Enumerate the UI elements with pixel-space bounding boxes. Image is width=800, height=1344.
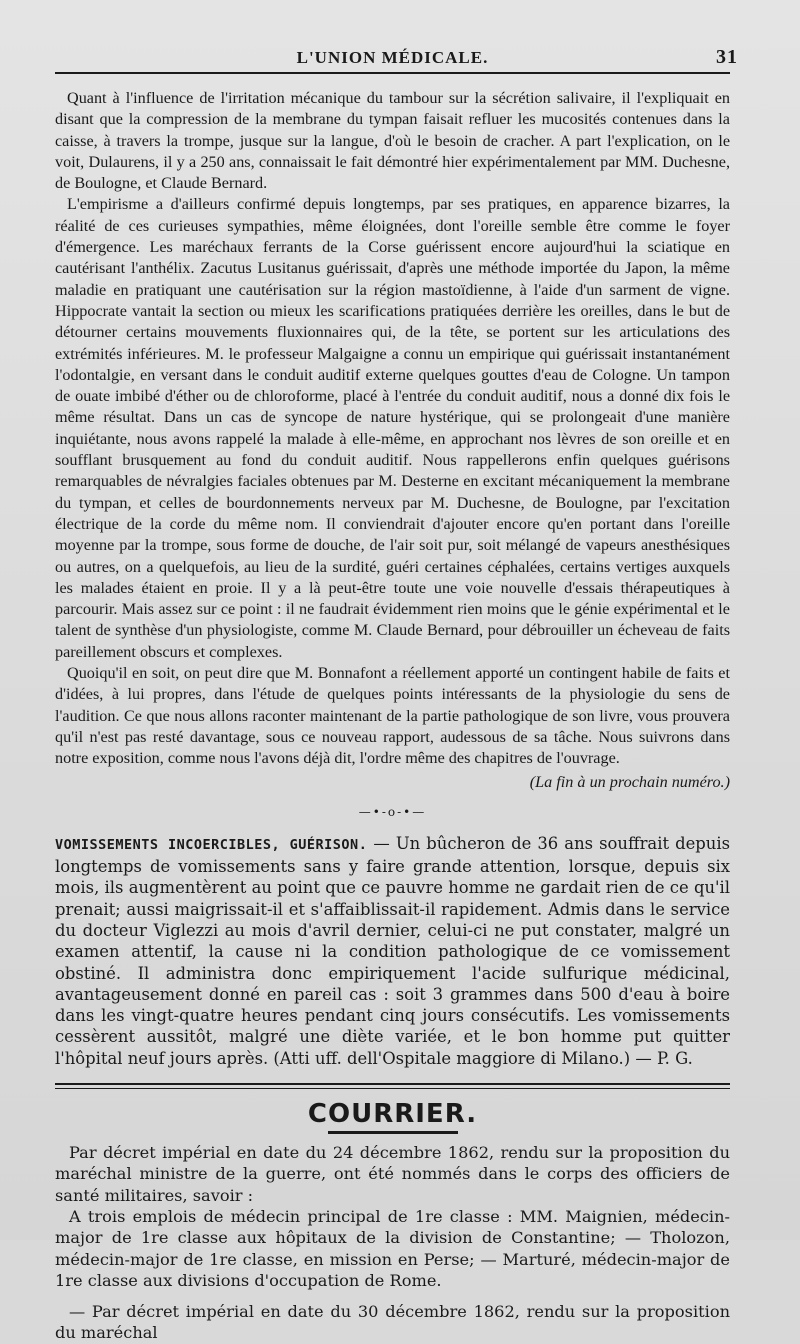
continuation-note: (La fin à un prochain numéro.): [529, 772, 730, 791]
article-paragraph: Quoiqu'il en soit, on peut dire que M. Bonnafont a réellement apporté un contingent habile de faits et d'idées, à lui propres, dans l'étude de quelques points intéressants de la physiologie du sens de l'audition. Ce que nous allons raconter maintenant de la partie pathologique de son livre, vous prouvera qu'il n'est pas resté davantage, sous ce nouveau rapport, audessous de sa tâche. Nous suivrons dans notre exposition, comme nous l'avons déjà dit, l'ordre même des chapitres de l'ouvrage.: [55, 664, 730, 768]
courrier-title: COURRIER.: [307, 1099, 478, 1130]
news-item: [55, 833, 730, 1069]
section-ornament: [55, 805, 730, 819]
courrier-heading: [55, 1099, 730, 1134]
page-number: 31: [716, 46, 738, 68]
article-body: [55, 88, 730, 793]
journal-title: L'UNION MÉDICALE.: [296, 48, 489, 67]
ornament-glyph: —•-o-•—: [358, 804, 427, 819]
section-divider: [55, 1083, 730, 1089]
courrier-paragraph: — Par décret impérial en date du 30 décembre 1862, rendu sur la proposition du maréchal: [55, 1302, 730, 1343]
courrier-paragraph: Par décret impérial en date du 24 décembre 1862, rendu sur la proposition du maréchal ministre de la guerre, ont été nommés dans le corps des officiers de santé militaires, savoir :: [55, 1143, 730, 1205]
article-paragraph: L'empirisme a d'ailleurs confirmé depuis longtemps, par ses pratiques, en apparence bizarres, la réalité de ces curieuses sympathies, même éloignées, dont l'oreille semble être comme le foyer d'émergence. Les maréchaux ferrants de la Corse guérissent encore aujourd'hui la sciatique en cautérisant l'anthélix. Zacutus Lusitanus guérissait, d'après une méthode importée du Japon, la même maladie en pratiquant une cautérisation sur la région mastoïdienne, à l'aide d'un sarment de vigne. Hippocrate vantait la section ou mieux les scarifications pratiquées derrière les oreilles, dans le but de détourner certains mouvements fluxionnaires qui, de la tête, se portent sur les articulations des extrémités inférieures. M. le professeur Malgaigne a connu un empirique qui guérissait instantanément l'odontalgie, en versant dans le conduit auditif externe quelques gouttes d'eau de Cologne. Un tampon de ouate imbibé d'éther ou de chloroforme, placé à l'entrée du conduit auditif, nous a donné dix fois le même résultat. Dans un cas de syncope de nature hystérique, qui se prolongeait d'une manière inquiétante, nous avons rappelé la malade à elle-même, en approchant nos lèvres de son oreille et en soufflant brusquement au fond du conduit auditif. Nous rappellerons enfin quelques guérisons remarquables de névralgies faciales obtenues par M. Desterne en excitant mécaniquement la membrane du tympan, et celles de bourdonnements nerveux par M. Duchesne, de Boulogne, par l'excitation électrique de la corde du même nom. Il conviendrait d'ajouter encore qu'en portant dans l'oreille moyenne par la trompe, sous forme de douche, de l'air soit pur, soit mélangé de vapeurs anesthésiques ou autres, on a quelquefois, au lieu de la surdité, guéri certaines céphalées, certains vertiges auxquels les malades étaient en proie. Il y a là peut-être toute une voie nouvelle d'essais thérapeutiques à parcourir. Mais assez sur ce point : il ne faudrait évidemment rien moins que le génie expérimental et le talent de synthèse d'un physiologiste, comme M. Claude Bernard, pour débrouiller un écheveau de faits pareillement obscurs et complexes.: [55, 195, 730, 661]
page-header: [55, 40, 738, 74]
courrier-paragraph: A trois emplois de médecin principal de 1re classe : MM. Maignien, médecin-major de 1re classe aux hôpitaux de la division de Constantine; — Tholozon, médecin-major de 1re classe, en mission en Perse; — Marturé, médecin-major de 1re classe aux divisions d'occupation de Rome.: [55, 1206, 730, 1290]
news-item-text: — Un bûcheron de 36 ans souffrait depuis longtemps de vomissements sans y faire grande attention, lorsque, depuis six mois, ils augmentèrent au point que ce pauvre homme ne gardait rien de ce qu'il prenait; aussi maigrissait-il et s'affaiblissait-il rapidement. Admis dans le service du docteur Viglezzi au mois d'avril dernier, celui-ci ne put constater, malgré un examen attentif, la cause ni la condition pathologique de ce vomissement obstiné. Il administra donc empiriquement l'acide sulfurique médicinal, avantageusement donné en pareil cas : soit 3 grammes dans 500 d'eau à boire dans les vingt-quatre heures pendant cinq jours consécutifs. Les vomissements cessèrent aussitôt, malgré une diète variée, et le bon homme put quitter l'hôpital neuf jours après. (Atti uff. dell'Ospitale maggiore di Milano.) — P. G.: [55, 833, 730, 1068]
courrier-body: [55, 1142, 730, 1344]
title-underline: [328, 1131, 458, 1134]
article-paragraph: Quant à l'influence de l'irritation mécanique du tambour sur la sécrétion salivaire, il l'expliquait en disant que la compression de la membrane du tympan faisait refluer les mucosités contenues dans la caisse, à travers la trompe, jusque sur la langue, d'où le besoin de cracher. A part l'explication, on le voit, Dulaurens, il y a 250 ans, connaissait le fait démontré hier expérimentalement par MM. Duchesne, de Boulogne, et Claude Bernard.: [55, 89, 730, 193]
news-item-heading: VOMISSEMENTS INCOERCIBLES, GUÉRISON.: [55, 836, 368, 853]
